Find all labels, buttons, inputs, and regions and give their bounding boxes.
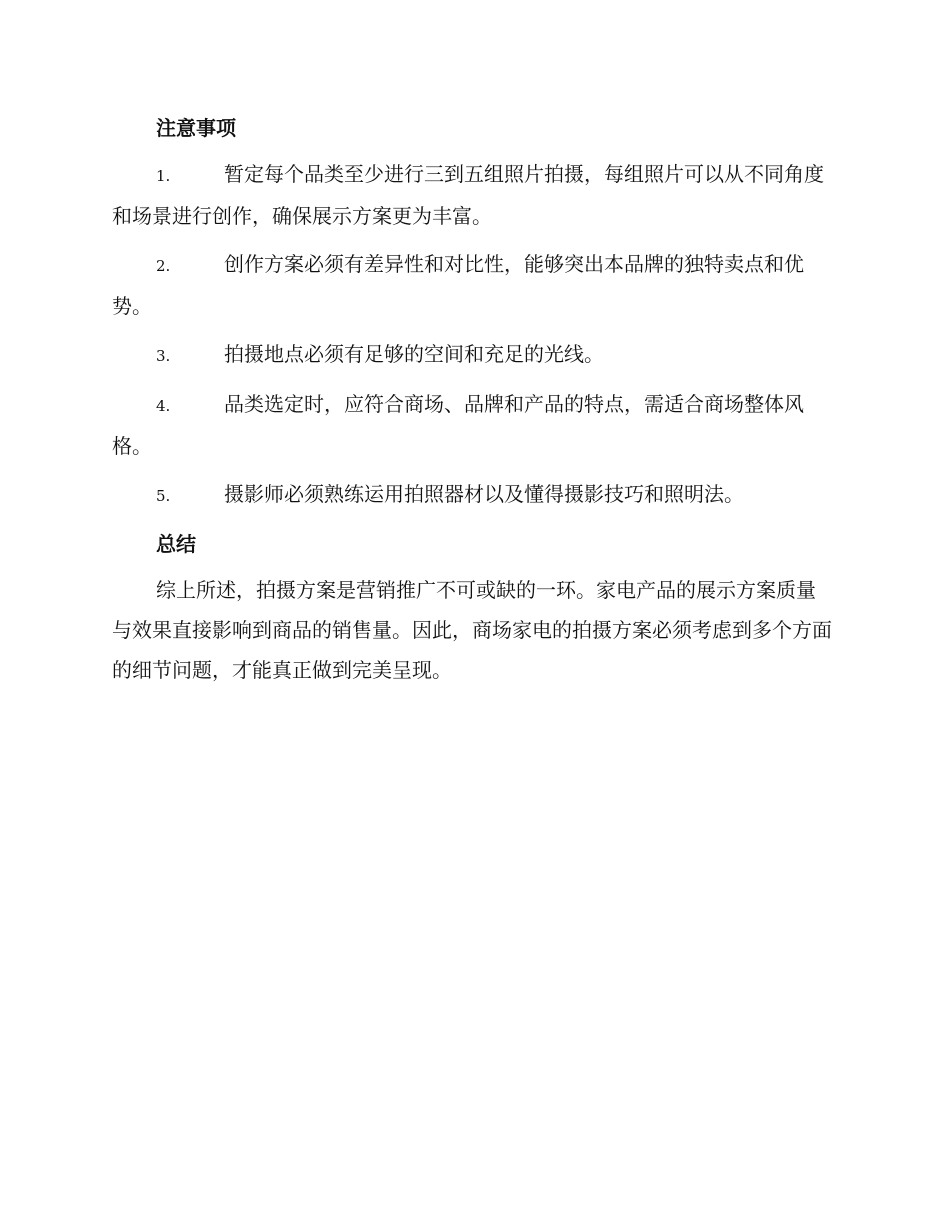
list-item bbox=[112, 384, 832, 466]
list-item-number: 5. bbox=[156, 487, 171, 505]
list-item bbox=[112, 474, 832, 516]
list-item-text: 品类选定时，应符合商场、品牌和产品的特点，需适合商场整体风格。 bbox=[112, 392, 804, 458]
list-item-text: 摄影师必须熟练运用拍照器材以及懂得摄影技巧和照明法。 bbox=[224, 482, 744, 506]
list-item bbox=[112, 154, 832, 236]
notes-heading: 注意事项 bbox=[156, 116, 236, 140]
list-item-number: 3. bbox=[156, 347, 171, 365]
list-item-text: 拍摄地点必须有足够的空间和充足的光线。 bbox=[224, 342, 604, 366]
list-item-number: 1. bbox=[156, 167, 171, 185]
summary-heading: 总结 bbox=[156, 532, 196, 556]
list-item-number: 4. bbox=[156, 397, 171, 415]
list-item-text: 暂定每个品类至少进行三到五组照片拍摄，每组照片可以从不同角度和场景进行创作，确保展示方案更为丰富。 bbox=[112, 162, 824, 228]
list-item bbox=[112, 244, 832, 326]
list-item bbox=[112, 334, 832, 376]
list-item-text: 创作方案必须有差异性和对比性，能够突出本品牌的独特卖点和优势。 bbox=[112, 252, 804, 318]
notes-list bbox=[112, 154, 832, 516]
summary-paragraph: 综上所述，拍摄方案是营销推广不可或缺的一环。家电产品的展示方案质量与效果直接影响到商品的销售量。因此，商场家电的拍摄方案必须考虑到多个方面的细节问题，才能真正做到完美呈现。 bbox=[112, 578, 832, 682]
list-item-number: 2. bbox=[156, 257, 171, 275]
